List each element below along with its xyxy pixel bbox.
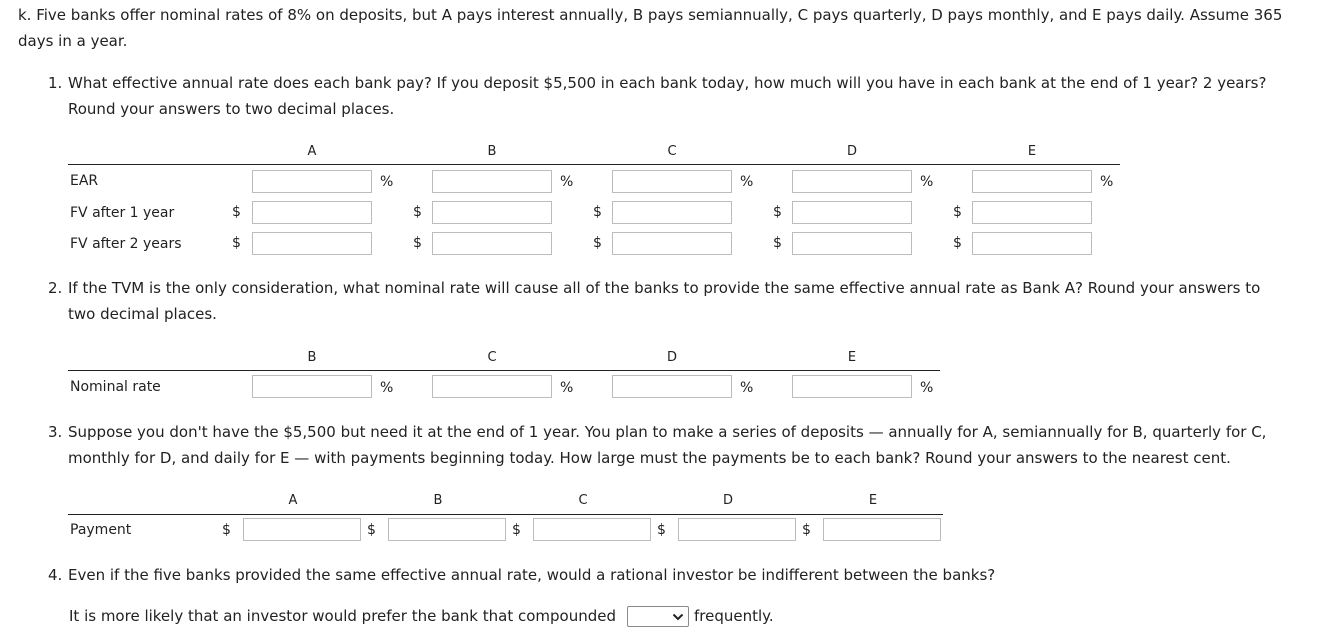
nominal-rate-input-c[interactable] <box>432 375 552 398</box>
percent-sign: % <box>740 380 754 396</box>
dollar-sign: $ <box>367 522 376 538</box>
q2-header-d: D <box>666 350 677 365</box>
question-3-number: 3. <box>48 423 63 441</box>
percent-sign: % <box>920 174 934 190</box>
q2-header-rule <box>68 370 940 371</box>
fv2-input-a[interactable] <box>252 232 372 255</box>
payment-input-c[interactable] <box>533 518 651 541</box>
percent-sign: % <box>1100 174 1114 190</box>
question-3 <box>48 419 1266 471</box>
dollar-sign: $ <box>953 235 962 251</box>
percent-sign: % <box>920 380 934 396</box>
q3-header-d: D <box>722 493 733 508</box>
q1-header-d: D <box>846 144 857 159</box>
question-2-number: 2. <box>48 279 63 297</box>
row-label-nominal-rate: Nominal rate <box>70 379 161 395</box>
question-1 <box>48 70 1266 122</box>
fv1-input-e[interactable] <box>972 201 1092 224</box>
dollar-sign: $ <box>222 522 231 538</box>
q1-header-e: E <box>1027 144 1037 159</box>
question-3-text-cont: monthly for D, and daily for E — with payments beginning today. How large must the payments be to each bank? Round your answers to the nearest cent. <box>68 449 1231 467</box>
q2-header-c: C <box>487 350 497 365</box>
compounding-frequency-dropdown[interactable] <box>627 606 689 627</box>
q3-header-rule <box>68 514 943 515</box>
dollar-sign: $ <box>413 204 422 220</box>
question-2-text: If the TVM is the only consideration, what nominal rate will cause all of the banks to provide the same effective annual rate as Bank A? Round your answers to <box>68 279 1261 297</box>
ear-input-a[interactable] <box>252 170 372 193</box>
dollar-sign: $ <box>773 235 782 251</box>
chevron-down-icon <box>672 612 684 622</box>
question-4-number: 4. <box>48 566 63 584</box>
answer-sentence-start: It is more likely that an investor would prefer the bank that compounded <box>69 607 617 625</box>
row-label-payment: Payment <box>70 522 132 538</box>
answer-sentence-end: frequently. <box>694 607 774 625</box>
ear-input-d[interactable] <box>792 170 912 193</box>
percent-sign: % <box>560 174 574 190</box>
fv2-input-b[interactable] <box>432 232 552 255</box>
question-1-text: What effective annual rate does each bank pay? If you deposit $5,500 in each bank today, how much will you have in each bank at the end of 1 year? 2 years? <box>68 74 1267 92</box>
fv2-input-c[interactable] <box>612 232 732 255</box>
q1-header-a: A <box>307 144 317 159</box>
payment-input-d[interactable] <box>678 518 796 541</box>
dollar-sign: $ <box>657 522 666 538</box>
fv1-input-a[interactable] <box>252 201 372 224</box>
question-2 <box>48 275 1260 327</box>
dollar-sign: $ <box>802 522 811 538</box>
nominal-rate-input-e[interactable] <box>792 375 912 398</box>
dollar-sign: $ <box>232 235 241 251</box>
nominal-rate-input-b[interactable] <box>252 375 372 398</box>
q2-header-e: E <box>847 350 857 365</box>
dollar-sign: $ <box>512 522 521 538</box>
payment-input-a[interactable] <box>243 518 361 541</box>
dollar-sign: $ <box>413 235 422 251</box>
q1-header-c: C <box>667 144 677 159</box>
percent-sign: % <box>740 174 754 190</box>
q3-header-e: E <box>868 493 878 508</box>
question-1-number: 1. <box>48 74 63 92</box>
q3-header-b: B <box>433 493 443 508</box>
fv1-input-c[interactable] <box>612 201 732 224</box>
question-4-text: Even if the five banks provided the same effective annual rate, would a rational investor be indifferent between the banks? <box>68 566 996 584</box>
problem-intro: k. Five banks offer nominal rates of 8% on deposits, but A pays interest annually, B pays semiannually, C pays quarterly, D pays monthly, and E pays daily. Assume 365 days in a year. <box>18 6 1283 50</box>
q2-header-b: B <box>307 350 317 365</box>
q1-header-rule <box>68 164 1120 165</box>
ear-input-c[interactable] <box>612 170 732 193</box>
payment-input-b[interactable] <box>388 518 506 541</box>
dollar-sign: $ <box>593 235 602 251</box>
ear-input-b[interactable] <box>432 170 552 193</box>
percent-sign: % <box>380 174 394 190</box>
fv1-input-b[interactable] <box>432 201 552 224</box>
percent-sign: % <box>380 380 394 396</box>
dollar-sign: $ <box>773 204 782 220</box>
row-label-ear: EAR <box>70 173 99 189</box>
ear-input-e[interactable] <box>972 170 1092 193</box>
q1-header-b: B <box>487 144 497 159</box>
question-1-instruction: Round your answers to two decimal places. <box>68 100 395 118</box>
row-label-fv1: FV after 1 year <box>70 205 175 221</box>
fv1-input-d[interactable] <box>792 201 912 224</box>
payment-input-e[interactable] <box>823 518 941 541</box>
q3-header-c: C <box>578 493 588 508</box>
q3-header-a: A <box>288 493 298 508</box>
question-3-text: Suppose you don't have the $5,500 but need it at the end of 1 year. You plan to make a series of deposits — annually for A, semiannually for B, quarterly for C, <box>68 423 1267 441</box>
row-label-fv2: FV after 2 years <box>70 236 182 252</box>
dollar-sign: $ <box>953 204 962 220</box>
dollar-sign: $ <box>232 204 241 220</box>
question-4 <box>48 562 995 588</box>
dollar-sign: $ <box>593 204 602 220</box>
fv2-input-e[interactable] <box>972 232 1092 255</box>
fv2-input-d[interactable] <box>792 232 912 255</box>
percent-sign: % <box>560 380 574 396</box>
question-2-text-cont: two decimal places. <box>68 305 217 323</box>
nominal-rate-input-d[interactable] <box>612 375 732 398</box>
